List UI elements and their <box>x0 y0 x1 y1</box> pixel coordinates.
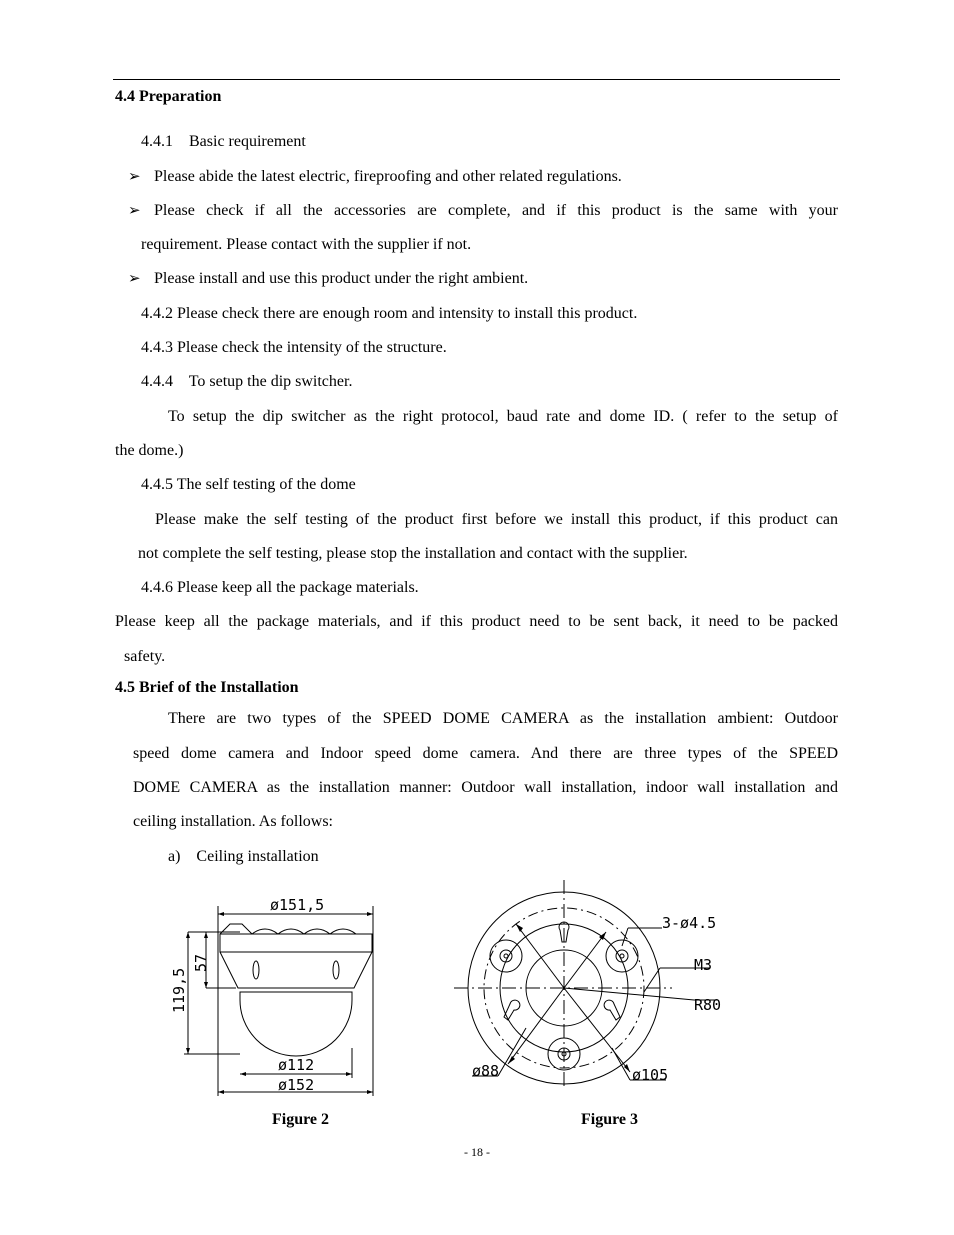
paragraph-line: There are two types of the SPEED DOME CAMERA as the installation ambient: Outdoor <box>168 710 838 727</box>
dim-top-width: ø151,5 <box>270 896 325 914</box>
arrow-bullet-icon: ➢ <box>128 271 141 287</box>
label-holes: 3-ø4.5 <box>662 914 717 932</box>
paragraph-line: ceiling installation. As follows: <box>133 813 333 830</box>
paragraph-line: Please make the self testing of the product first before we install this product, if this product can <box>155 511 838 528</box>
bullet-item: Please install and use this product under the right ambient. <box>154 270 529 287</box>
label-dia-small: ø88 <box>472 1062 500 1080</box>
bullet-item: Please check if all the accessories are complete, and if this product is the same with your <box>154 202 838 219</box>
page-number: - 18 - <box>464 1145 490 1159</box>
paragraph-line: DOME CAMERA as the installation manner: Outdoor wall installation, indoor wall installation and <box>133 779 838 796</box>
subsection-4-4-4: 4.4.4 To setup the dip switcher. <box>141 373 353 390</box>
bullet-item: Please abide the latest electric, fireproofing and other related regulations. <box>154 168 622 185</box>
dim-height-upper: 57 <box>192 953 210 972</box>
paragraph-line: not complete the self testing, please stop the installation and contact with the supplier. <box>138 545 688 562</box>
dim-height-total: 119,5 <box>170 967 188 1013</box>
list-item-ceiling-installation: a) Ceiling installation <box>168 848 319 865</box>
subsection-4-4-6: 4.4.6 Please keep all the package materials. <box>141 579 419 596</box>
dim-inner-dia: ø112 <box>278 1056 315 1074</box>
paragraph-line: Please keep all the package materials, and if this product need to be sent back, it need to be packed <box>115 613 838 630</box>
label-dia-large: ø105 <box>632 1066 669 1084</box>
section-heading-4-4: 4.4 Preparation <box>115 88 222 105</box>
section-heading-4-5: 4.5 Brief of the Installation <box>115 679 299 696</box>
subsection-4-4-3: 4.4.3 Please check the intensity of the structure. <box>141 339 447 356</box>
figure-3-caption: Figure 3 <box>581 1111 639 1128</box>
paragraph-line: the dome.) <box>115 442 184 459</box>
paragraph-line: To setup the dip switcher as the right protocol, baud rate and dome ID. ( refer to the setup of <box>168 408 838 425</box>
header-rule <box>113 79 840 80</box>
label-radius: R80 <box>694 996 722 1014</box>
subsection-4-4-5: 4.4.5 The self testing of the dome <box>141 476 356 493</box>
arrow-bullet-icon: ➢ <box>128 203 141 219</box>
arrow-bullet-icon: ➢ <box>128 169 141 185</box>
dim-outer-dia: ø152 <box>278 1076 315 1094</box>
figure-2-dome-drawing <box>160 888 390 1103</box>
paragraph-line: speed dome camera and Indoor speed dome camera. And there are three types of the SPEED <box>133 745 838 762</box>
bullet-item-continuation: requirement. Please contact with the supplier if not. <box>141 236 472 253</box>
figure-3-mount-plate-drawing <box>448 876 728 1092</box>
paragraph-line: safety. <box>124 648 166 665</box>
subsection-4-4-1: 4.4.1 Basic requirement <box>141 133 306 150</box>
figure-2-caption: Figure 2 <box>272 1111 330 1128</box>
subsection-4-4-2: 4.4.2 Please check there are enough room and intensity to install this product. <box>141 305 638 322</box>
label-thread: M3 <box>694 956 713 974</box>
